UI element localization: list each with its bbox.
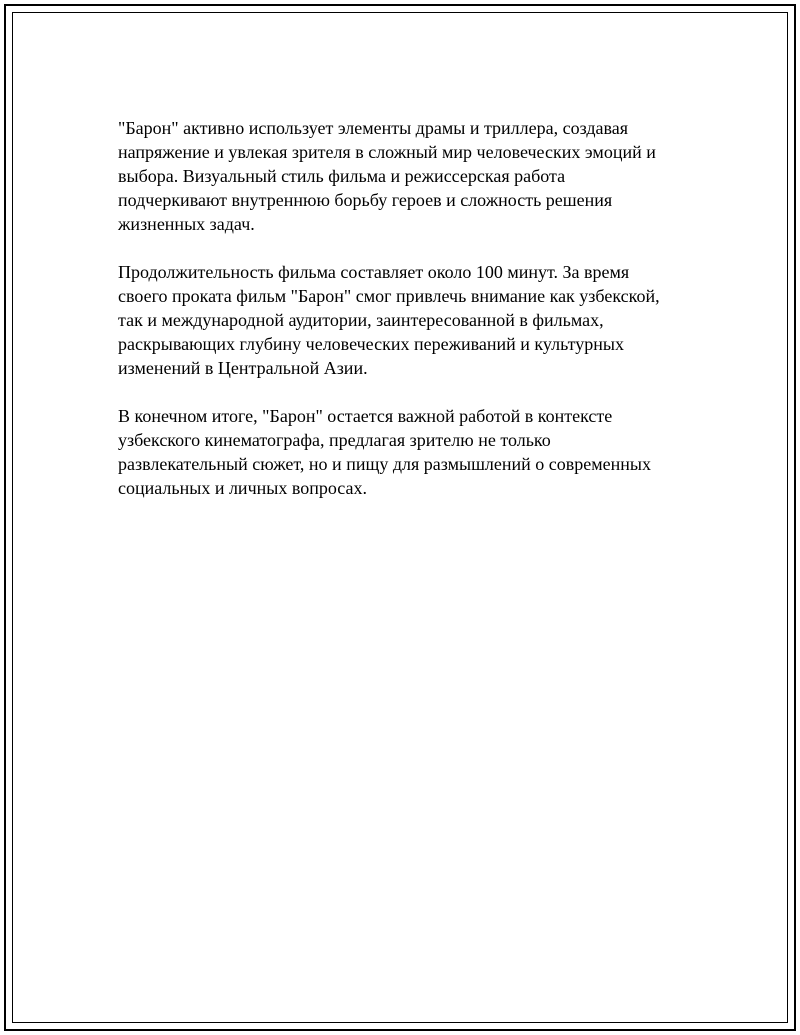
text-line: напряжение и увлекая зрителя в сложный мир человеческих эмоций и <box>118 142 656 162</box>
document-body <box>118 116 688 524</box>
text-line: подчеркивают внутреннюю борьбу героев и сложность решения <box>118 190 613 210</box>
text-line: жизненных задач. <box>118 214 255 234</box>
text-line: В конечном итоге, "Барон" остается важной работой в контексте <box>118 406 613 426</box>
paragraph-duration <box>118 260 688 380</box>
text-line: социальных и личных вопросах. <box>118 478 368 498</box>
text-line: изменений в Центральной Азии. <box>118 358 368 378</box>
text-line: своего проката фильм "Барон" смог привлечь внимание как узбекской, <box>118 286 660 306</box>
paragraph-style <box>118 116 688 236</box>
text-line: выбора. Визуальный стиль фильма и режиссерская работа <box>118 166 566 186</box>
text-line: так и международной аудитории, заинтересованной в фильмах, <box>118 310 604 330</box>
text-line: "Барон" активно использует элементы драмы и триллера, создавая <box>118 118 629 138</box>
text-line: Продолжительность фильма составляет около 100 минут. За время <box>118 262 630 282</box>
text-line: развлекательный сюжет, но и пищу для размышлений о современных <box>118 454 652 474</box>
text-line: узбекского кинематографа, предлагая зрителю не только <box>118 430 551 450</box>
paragraph-conclusion <box>118 404 688 500</box>
text-line: раскрывающих глубину человеческих переживаний и культурных <box>118 334 624 354</box>
